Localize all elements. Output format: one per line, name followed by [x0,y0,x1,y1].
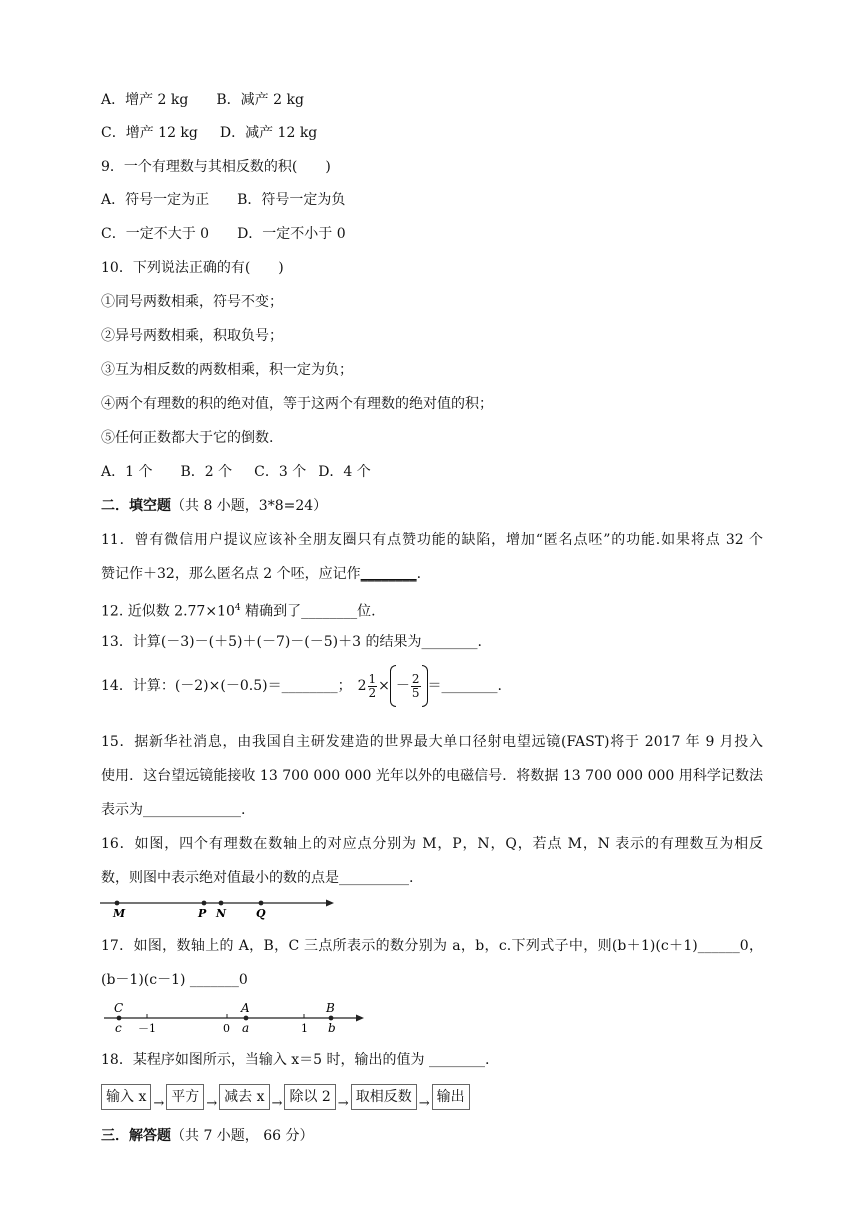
q17-label-a-upper: A [241,1001,250,1015]
q8-options-row1 [101,90,304,110]
q15-line3: 表示为______________. [101,802,246,818]
q10-option-d: D．4 个 [318,464,371,480]
q16-axis-arrow [326,900,334,907]
q14-fraction-2 [411,673,421,700]
q16-label-p: P [198,907,207,920]
q16-label-q: Q [256,907,266,920]
q17-number-line [100,998,370,1038]
q18-line: 18．某程序如图所示，当输入 x＝5 时，输出的值为 ________. [101,1052,490,1068]
flow-arrow-3: → [271,1095,283,1111]
q14-line [101,664,502,708]
q10-statement-3: ③互为相反数的两数相乘，积一定为负； [101,362,353,378]
q8-option-d: D．减产 12 kg [219,125,318,141]
q17-line2: (b－1)(c－1) _______0 [101,972,248,988]
q8-option-c: C．增产 12 kg [101,125,198,141]
q17-label-a-lower: a [242,1021,250,1035]
q16-label-m: M [113,907,126,920]
q16-point-q [259,901,264,906]
q9-option-d: D．一定不小于 0 [237,226,346,242]
q14-text-pre: 14．计算：(－2)×(－0.5)＝________； [101,678,352,694]
section-2-note: （共 8 小题，3*8=24） [171,498,328,514]
q10-option-a: A．1 个 [101,464,153,480]
q17-label-b-lower: b [328,1021,336,1035]
q16-point-p [202,901,207,906]
q14-text-post: ＝________. [427,678,502,694]
q17-point-a [244,1016,249,1021]
flow-box-subtract: 减去 x [219,1084,269,1110]
q15-line2: 使用．这台望远镜能接收 13 700 000 000 光年以外的电磁信号．将数据 13 700 000 000 用科学记数法 [101,768,763,784]
flow-arrow-5: → [418,1095,430,1111]
q9-option-b: B．符号一定为负 [237,192,346,208]
q17-point-b [329,1016,334,1021]
q10-option-b: B．2 个 [180,464,233,480]
q15-line1: 15．据新华社消息，由我国自主研发建造的世界最大单口径射电望远镜(FAST)将于 2017 年 9 月投入 [101,734,763,750]
q11-line1: 11．曾有微信用户提议应该补全朋友圈只有点赞功能的缺陷，增加“匿名点呸”的功能.如果将点 32 个 [101,532,763,548]
flow-box-square: 平方 [166,1084,204,1110]
flow-box-divide: 除以 2 [284,1084,335,1110]
q18-flowchart [101,1084,470,1110]
q14-sign: － [395,678,410,694]
q16-point-n [219,901,224,906]
q12-line [101,598,376,622]
q17-label-c-upper: C [114,1001,124,1015]
q16-label-n: N [216,907,227,920]
q10-statement-4: ④两个有理数的积的绝对值，等于这两个有理数的绝对值的积； [101,396,493,412]
q9-options-row1 [101,190,345,210]
q17-label-1: 1 [301,1022,308,1035]
q11-blank: ________ [360,566,417,582]
q10-statement-1: ①同号两数相乘，符号不变； [101,294,283,310]
q10-stem: 10．下列说法正确的有( ) [101,260,284,276]
q11-period: . [416,566,422,582]
q16-line1: 16．如图，四个有理数在数轴上的对应点分别为 M，P，N，Q，若点 M，N 表示的有理数互为相反 [101,836,763,852]
flow-box-output: 输出 [432,1084,470,1110]
q17-label-0: 0 [223,1022,230,1035]
q8-option-b: B．减产 2 kg [216,92,304,108]
q10-statement-5: ⑤任何正数都大于它的倒数. [101,430,274,446]
q14-fraction [368,673,378,700]
q10-options [101,462,371,482]
q14-mixed-number [358,664,379,708]
flow-arrow-2: → [206,1095,218,1111]
section-2-title: 二．填空题 [101,498,171,514]
q11-text: 赞记作＋32，那么匿名点 2 个呸，应记作 [101,566,361,582]
q12-text-pre: 12. 近似数 2.77×10 [101,603,235,620]
q9-stem: 9．一个有理数与其相反数的积( ) [101,159,331,175]
q14-fraction-num: 1 [368,671,377,686]
q10-statement-2: ②异号两数相乘，积取负号； [101,328,283,344]
q12-exponent: 4 [234,603,241,613]
q16-point-m [115,901,120,906]
q14-times: × [378,678,390,694]
section-3-title: 三．解答题 [101,1128,171,1144]
q16-line2: 数，则图中表示绝对值最小的数的点是__________. [101,870,414,886]
q11-line2 [101,564,421,584]
q17-line1: 17．如图，数轴上的 A，B，C 三点所表示的数分别为 a，b，c.下列式子中，则(b＋1)(c＋1)______0， [101,938,763,954]
q17-label-c-lower: c [115,1021,122,1035]
q10-option-c: C．3 个 [254,464,307,480]
section-2-heading [101,496,327,516]
q16-number-line [100,893,340,921]
q8-options-row2 [101,123,317,143]
q9-option-a: A．符号一定为正 [101,192,210,208]
q12-text-post: 精确到了________位. [240,603,376,620]
q14-fraction-2-den: 5 [411,685,420,700]
q9-option-c: C．一定不大于 0 [101,226,210,242]
q14-fraction-den: 2 [368,685,377,700]
q14-whole: 2 [357,678,367,694]
section-3-note: （共 7 小题， 66 分） [171,1128,314,1144]
section-3-heading [101,1126,314,1146]
flow-box-negate: 取相反数 [351,1084,417,1110]
q17-label-neg1: －1 [138,1022,156,1035]
q17-point-c [117,1016,122,1021]
q13-line: 13．计算(－3)－(＋5)＋(－7)－(－5)＋3 的结果为________. [101,634,482,650]
q17-axis-arrow [356,1015,364,1022]
flow-box-input: 输入 x [101,1084,151,1110]
q14-fraction-2-num: 2 [411,671,420,686]
q9-options-row2 [101,224,346,244]
q8-option-a: A．增产 2 kg [101,92,189,108]
flow-arrow-1: → [153,1095,165,1111]
q17-label-b-upper: B [326,1001,335,1015]
flow-arrow-4: → [337,1095,349,1111]
